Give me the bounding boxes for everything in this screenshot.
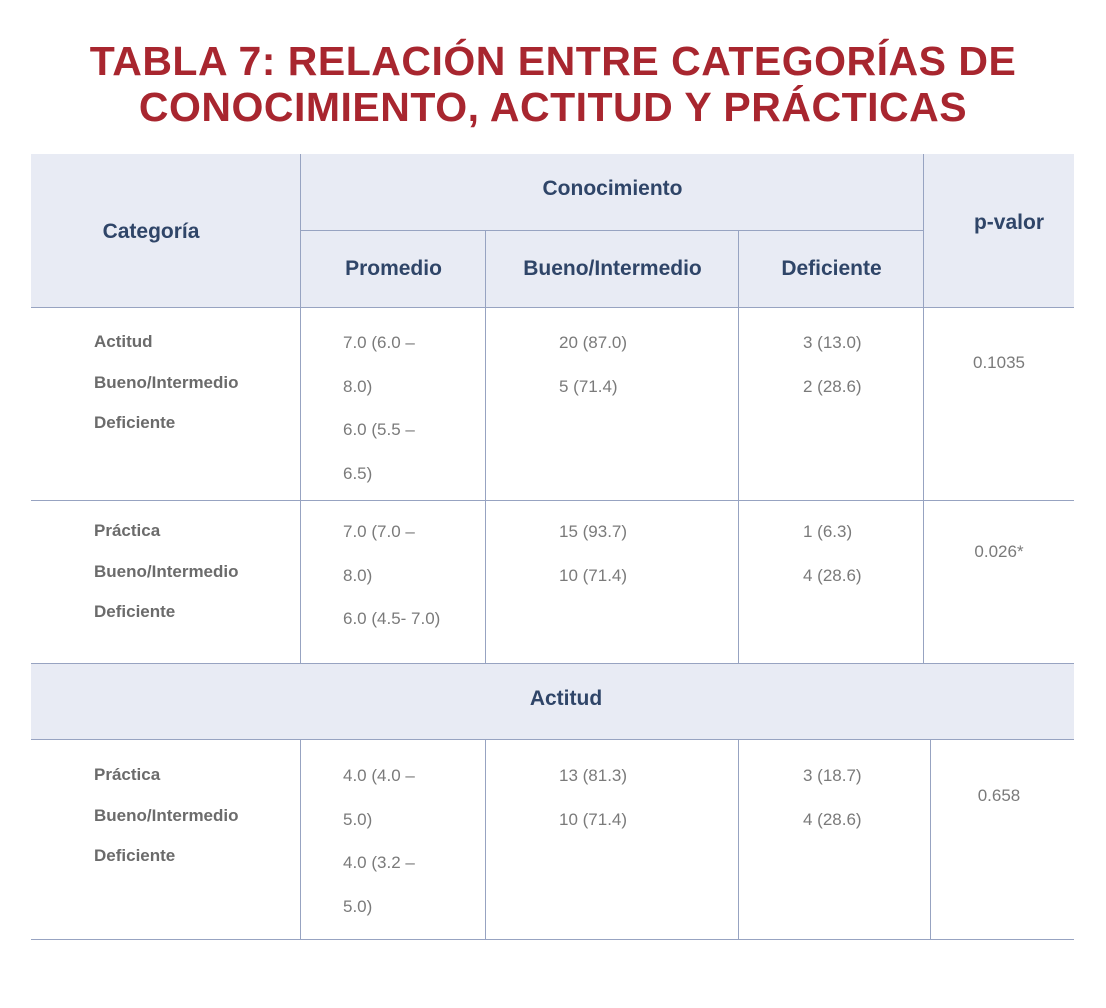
row-2-promedio (343, 510, 440, 641)
cell-line: 4 (28.6) (803, 809, 862, 829)
row-label: Bueno/Intermedio (94, 805, 239, 825)
cell-line: 5.0) (343, 896, 373, 916)
header-pvalor: p-valor (973, 211, 1044, 234)
row-label: Actitud (94, 332, 153, 351)
cell-line: 8.0) (343, 565, 373, 585)
divider-row-2 (31, 663, 1074, 664)
row-1-labels (94, 322, 239, 444)
divider-header-bottom (31, 307, 1074, 308)
row-3-promedio (343, 754, 415, 928)
cell-line: 3 (13.0) (803, 333, 862, 352)
cell-line: 4.0 (3.2 – (343, 853, 415, 872)
row-label: Deficiente (94, 413, 176, 432)
cell-line: 20 (87.0) (559, 333, 628, 352)
row-1-bueno (559, 321, 627, 408)
title-line-1: TABLA 7: RELACIÓN ENTRE CATEGORÍAS DE (89, 38, 1017, 84)
row-3-deficiente (803, 754, 862, 841)
row-3-labels (94, 755, 239, 877)
vline-7 (738, 740, 739, 940)
row-1-deficiente (803, 321, 862, 408)
cell-line: 1 (6.3) (803, 522, 853, 541)
cell-line: 4 (28.6) (803, 565, 862, 585)
row-1-promedio (343, 321, 415, 495)
row-label: Deficiente (94, 602, 176, 621)
cell-line: 10 (71.4) (559, 565, 628, 585)
row-label: Deficiente (94, 846, 176, 865)
header-bueno-intermedio: Bueno/Intermedio (523, 257, 702, 280)
vline-6 (485, 740, 486, 940)
title-line-2: CONOCIMIENTO, ACTITUD Y PRÁCTICAS (138, 84, 968, 130)
cell-line: 7.0 (6.0 – (343, 333, 415, 352)
row-3-bueno (559, 754, 627, 841)
cell-line: 5.0) (343, 809, 373, 829)
page-title (0, 38, 1106, 130)
row-2-deficiente (803, 510, 862, 597)
header-actitud-section: Actitud (529, 687, 603, 710)
cell-line: 6.5) (343, 463, 373, 483)
row-2-labels (94, 511, 239, 633)
header-deficiente: Deficiente (781, 257, 882, 280)
header-promedio: Promedio (345, 257, 442, 280)
divider-table-bottom (31, 939, 1074, 940)
divider-section (31, 739, 1074, 740)
vline-3 (738, 231, 739, 664)
cell-line: 3 (18.7) (803, 766, 862, 785)
vline-2 (485, 231, 486, 664)
divider-conocimiento (301, 230, 924, 231)
row-label: Práctica (94, 765, 161, 784)
cell-line: 7.0 (7.0 – (343, 522, 415, 541)
cell-line: 13 (81.3) (559, 766, 628, 785)
cell-line: 6.0 (5.5 – (343, 420, 415, 439)
cell-line: 6.0 (4.5- 7.0) (343, 609, 441, 628)
row-2-pvalor: 0.026* (974, 542, 1024, 561)
cell-line: 4.0 (4.0 – (343, 766, 415, 785)
divider-row-1 (31, 500, 1074, 501)
cell-line: 10 (71.4) (559, 809, 628, 829)
row-1-pvalor: 0.1035 (973, 353, 1025, 372)
vline-1 (300, 154, 301, 664)
vline-8 (930, 740, 931, 940)
row-3-pvalor: 0.658 (977, 786, 1021, 805)
row-2-bueno (559, 510, 627, 597)
row-label: Bueno/Intermedio (94, 372, 239, 392)
vline-5 (300, 740, 301, 940)
row-label: Bueno/Intermedio (94, 561, 239, 581)
header-categoria: Categoría (102, 220, 200, 243)
cell-line: 15 (93.7) (559, 522, 628, 541)
row-label: Práctica (94, 521, 161, 540)
cell-line: 5 (71.4) (559, 376, 618, 396)
cell-line: 8.0) (343, 376, 373, 396)
cell-line: 2 (28.6) (803, 376, 862, 396)
header-conocimiento: Conocimiento (542, 177, 683, 200)
